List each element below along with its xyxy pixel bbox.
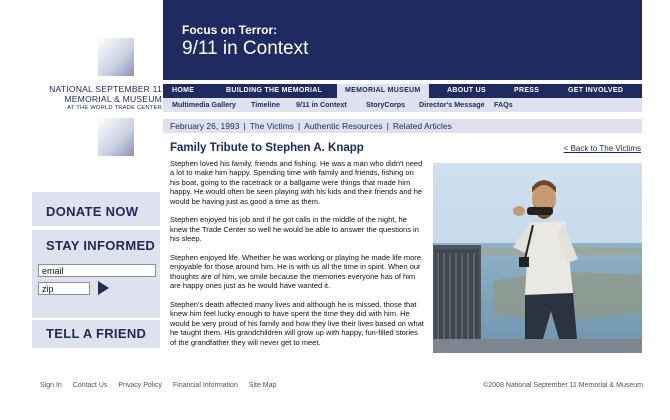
zip-field[interactable]: zip xyxy=(38,282,90,295)
copyright-text: ©2008 National September 11 Memorial & Museum xyxy=(483,382,643,389)
tribute-photo xyxy=(433,163,642,353)
nav-get-involved[interactable]: GET INVOLVED xyxy=(568,87,624,94)
nav-home[interactable]: HOME xyxy=(172,87,195,94)
photo-illustration xyxy=(433,163,642,353)
crumb-separator: | xyxy=(386,121,389,131)
header-title: 9/11 in Context xyxy=(182,38,309,59)
submit-arrow-icon[interactable] xyxy=(98,281,109,295)
stay-informed-panel xyxy=(32,230,160,318)
email-field[interactable]: email xyxy=(38,264,156,277)
article-paragraph: Stephen enjoyed life. Whether he was working or playing he made life more enjoyable for those around him. He is with us all the time in spirit. When our thoughts are of him, we smile because the memories everyone has of him are happy ones just as he would have wanted it. xyxy=(170,253,421,291)
article-paragraph: Stephen loved his family, friends and fishing. He was a man who didn't need a lot to make him happy. Spending time with family and friends, fishing on his boat, going to the racetrack or a ballgame were things that made him happy. He would often be seen playing with his kids and their friends and he would be having just as good a time as them. xyxy=(170,159,423,206)
nav-memorial-museum[interactable]: MEMORIAL MUSEUM xyxy=(337,84,429,98)
donate-now-label: DONATE NOW xyxy=(46,204,139,219)
memorial-logo[interactable] xyxy=(40,38,162,168)
footer-site-map[interactable]: Site Map xyxy=(248,382,277,389)
subnav-multimedia-gallery[interactable]: Multimedia Gallery xyxy=(172,100,236,109)
footer-privacy-policy[interactable]: Privacy Policy xyxy=(118,382,162,389)
nav-building-the-memorial[interactable]: BUILDING THE MEMORIAL xyxy=(226,87,323,94)
subnav-storycorps[interactable]: StoryCorps xyxy=(366,100,406,109)
article-paragraph: Stephen's death affected many lives and although he is missed, those that knew him feel lucky enough to have spent the time they did with him. He would be very proud of his family and how they live their lives based on what he taught them. His grandchildren will grow up with happy, fun-filled stories of the grandfather they will never get to meet. xyxy=(170,300,424,347)
article-paragraph: Stephen enjoyed his job and if he got calls in the middle of the night, he knew the Trade Center so well he would be able to answer the questions in his sleep. xyxy=(170,215,419,244)
page-header xyxy=(163,0,642,80)
footer-links xyxy=(40,382,285,389)
breadcrumb xyxy=(163,119,642,133)
logo-line-3: AT THE WORLD TRADE CENTER xyxy=(67,105,162,111)
logo-square-bottom xyxy=(98,118,134,156)
subnav-faqs[interactable]: FAQs xyxy=(494,100,513,109)
sub-nav xyxy=(163,98,642,112)
footer-financial-information[interactable]: Financial Information xyxy=(172,382,238,389)
subnav-timeline[interactable]: Timeline xyxy=(251,100,281,109)
crumb-separator: | xyxy=(297,121,301,131)
crumb-related-articles[interactable]: Related Articles xyxy=(392,121,452,131)
logo-square-top xyxy=(98,38,134,76)
logo-line-2: MEMORIAL & MUSEUM xyxy=(64,94,162,104)
crumb-the-victims[interactable]: The Victims xyxy=(249,121,294,131)
crumb-separator: | xyxy=(243,121,246,131)
logo-line-1: NATIONAL SEPTEMBER 11 xyxy=(49,84,162,94)
nav-press[interactable]: PRESS xyxy=(514,87,540,94)
tell-a-friend-button[interactable] xyxy=(32,320,160,348)
subnav-directors-message[interactable]: Director's Message xyxy=(419,100,485,109)
footer-sign-in[interactable]: Sign In xyxy=(40,382,62,389)
nav-about-us[interactable]: ABOUT US xyxy=(447,87,486,94)
subnav-9-11-in-context[interactable]: 9/11 in Context xyxy=(296,100,347,109)
stay-informed-heading: STAY INFORMED xyxy=(46,238,156,253)
crumb-authentic-resources[interactable]: Authentic Resources xyxy=(304,121,383,131)
crumb-date[interactable]: February 26, 1993 xyxy=(170,121,240,131)
logo-wordmark xyxy=(44,84,162,112)
page-title: Family Tribute to Stephen A. Knapp xyxy=(170,142,364,154)
footer-contact-us[interactable]: Contact Us xyxy=(72,382,108,389)
back-to-victims-link[interactable]: < Back to The Victims xyxy=(563,144,641,153)
donate-now-button[interactable] xyxy=(32,192,160,226)
tell-a-friend-label: TELL A FRIEND xyxy=(46,326,147,341)
main-nav xyxy=(163,84,642,98)
header-subtitle: Focus on Terror: xyxy=(182,23,278,37)
article-body xyxy=(170,159,424,356)
